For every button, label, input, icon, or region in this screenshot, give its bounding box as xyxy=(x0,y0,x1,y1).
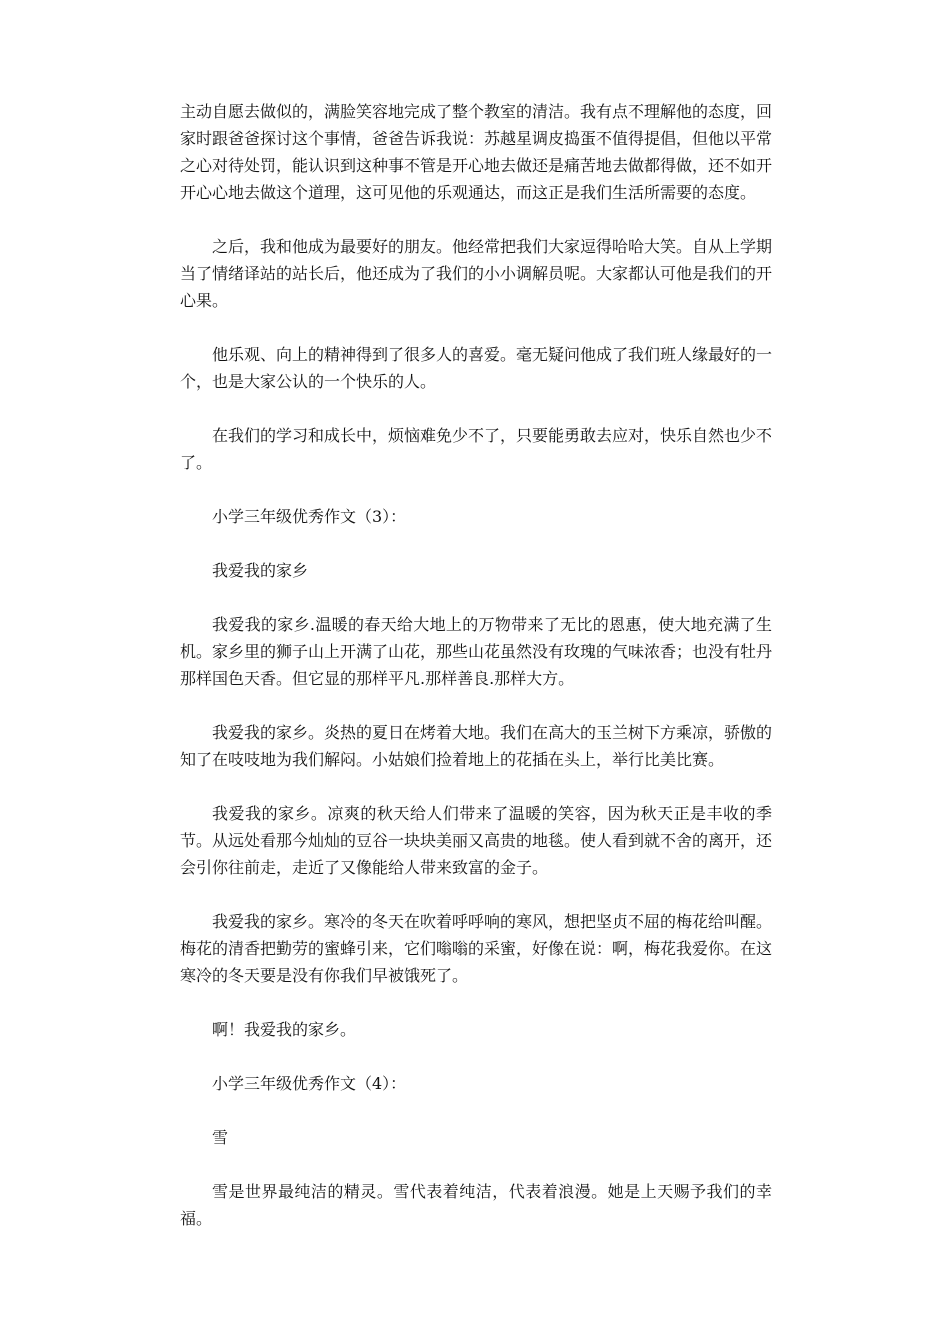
paragraph: 他乐观、向上的精神得到了很多人的喜爱。毫无疑问他成了我们班人缘最好的一个，也是大家公认的一个快乐的人。 xyxy=(180,345,773,391)
essay-title: 我爱我的家乡 xyxy=(212,561,309,580)
paragraph: 在我们的学习和成长中，烦恼难免少不了，只要能勇敢去应对，快乐自然也少不了。 xyxy=(180,426,773,472)
paragraph: 我爱我的家乡。寒冷的冬天在吹着呼呼响的寒风，想把坚贞不屈的梅花给叫醒。梅花的清香把勤劳的蜜蜂引来，它们嗡嗡的采蜜，好像在说：啊，梅花我爱你。在这寒冷的冬天要是没有你我们早被饿死了。 xyxy=(180,912,773,985)
paragraph: 啊！我爱我的家乡。 xyxy=(212,1020,357,1039)
paragraph: 我爱我的家乡.温暖的春天给大地上的万物带来了无比的恩惠，使大地充满了生机。家乡里的狮子山上开满了山花，那些山花虽然没有玫瑰的气味浓香；也没有牡丹那样国色天香。但它显的那样平凡.那样善良.那样大方。 xyxy=(180,615,773,688)
paragraph: 之后，我和他成为最要好的朋友。他经常把我们大家逗得哈哈大笑。自从上学期当了情绪译站的站长后，他还成为了我们的小小调解员呢。大家都认可他是我们的开心果。 xyxy=(180,237,773,310)
paragraph: 主动自愿去做似的，满脸笑容地完成了整个教室的清洁。我有点不理解他的态度，回家时跟爸爸探讨这个事情，爸爸告诉我说：苏越星调皮捣蛋不值得提倡，但他以平常之心对待处罚，能认识到这种事不管是开心地去做还是痛苦地去做都得做，还不如开开心心地去做这个道理，这可见他的乐观通达，而这正是我们生活所需要的态度。 xyxy=(180,102,773,202)
essay-heading: 小学三年级优秀作文（4）： xyxy=(212,1074,407,1093)
document-page xyxy=(180,98,772,1232)
paragraph: 雪是世界最纯洁的精灵。雪代表着纯洁，代表着浪漫。她是上天赐予我们的幸福。 xyxy=(180,1182,772,1228)
essay-heading: 小学三年级优秀作文（3）： xyxy=(212,507,407,526)
paragraph: 我爱我的家乡。炎热的夏日在烤着大地。我们在高大的玉兰树下方乘凉，骄傲的知了在吱吱地为我们解闷。小姑娘们捡着地上的花插在头上，举行比美比赛。 xyxy=(180,723,773,769)
paragraph: 我爱我的家乡。凉爽的秋天给人们带来了温暖的笑容，因为秋天正是丰收的季节。从远处看那今灿灿的豆谷一块块美丽又高贵的地毯。使人看到就不舍的离开，还会引你往前走，走近了又像能给人带来致富的金子。 xyxy=(180,804,773,877)
essay-title: 雪 xyxy=(212,1128,229,1147)
